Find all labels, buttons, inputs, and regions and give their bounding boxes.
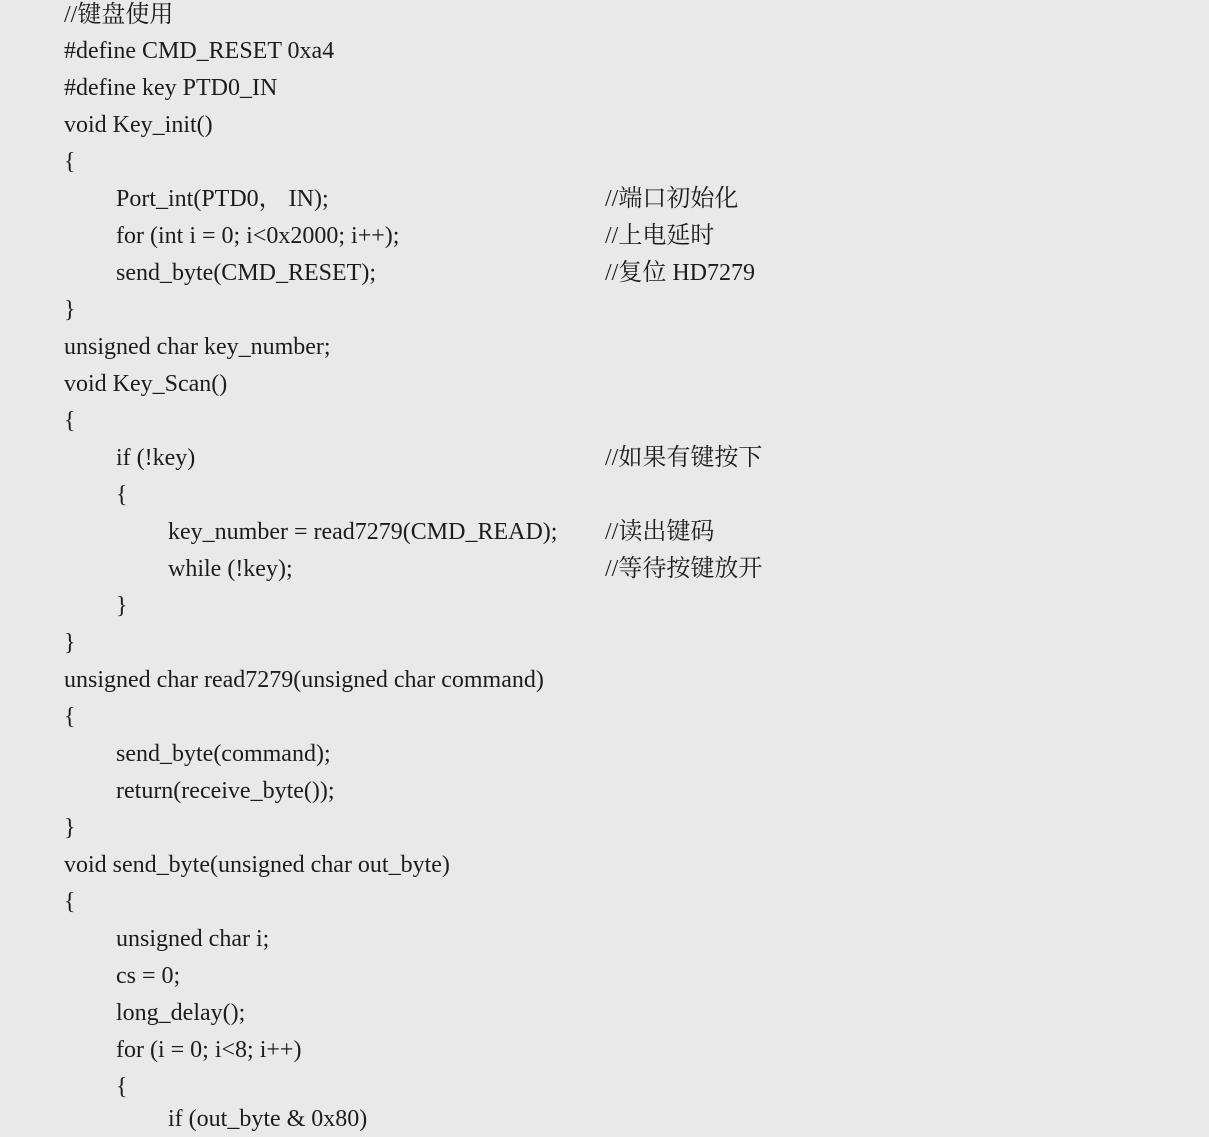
code-text: return(receive_byte()); bbox=[116, 778, 335, 804]
code-text: void Key_init() bbox=[64, 112, 213, 138]
code-text: if (out_byte & 0x80) bbox=[168, 1106, 368, 1132]
code-text: #define CMD_RESET 0xa4 bbox=[64, 38, 335, 64]
code-comment: //复位 HD7279 bbox=[605, 260, 755, 286]
code-text: } bbox=[116, 593, 128, 619]
code-text: { bbox=[64, 704, 76, 730]
code-text: cs = 0; bbox=[116, 963, 181, 989]
code-text: void send_byte(unsigned char out_byte) bbox=[64, 852, 450, 878]
code-text: //键盘使用 bbox=[64, 2, 174, 28]
code-text: { bbox=[64, 889, 76, 915]
code-text: } bbox=[64, 297, 76, 323]
code-text: unsigned char key_number; bbox=[64, 334, 331, 360]
code-text: if (!key) bbox=[116, 445, 196, 471]
code-text: unsigned char read7279(unsigned char command) bbox=[64, 667, 544, 693]
code-comment: //上电延时 bbox=[605, 223, 715, 249]
code-text: while (!key); bbox=[168, 556, 293, 582]
code-text: { bbox=[64, 149, 76, 175]
code-comment: //如果有键按下 bbox=[605, 445, 763, 471]
code-text: } bbox=[64, 630, 76, 656]
code-text: long_delay(); bbox=[116, 1000, 246, 1026]
code-comment: //端口初始化 bbox=[605, 186, 739, 212]
code-text: } bbox=[64, 815, 76, 841]
code-text: { bbox=[64, 408, 76, 434]
code-text: for (i = 0; i<8; i++) bbox=[116, 1037, 302, 1063]
code-text: for (int i = 0; i<0x2000; i++); bbox=[116, 223, 400, 249]
code-text: send_byte(CMD_RESET); bbox=[116, 260, 376, 286]
code-text: { bbox=[116, 482, 128, 508]
code-text: Port_int(PTD0， IN); bbox=[116, 186, 329, 212]
code-text: key_number = read7279(CMD_READ); bbox=[168, 519, 558, 545]
code-text: #define key PTD0_IN bbox=[64, 75, 278, 101]
code-text: send_byte(command); bbox=[116, 741, 331, 767]
code-comment: //读出键码 bbox=[605, 519, 715, 545]
code-text: unsigned char i; bbox=[116, 926, 270, 952]
code-text: { bbox=[116, 1074, 128, 1100]
code-text: void Key_Scan() bbox=[64, 371, 228, 397]
code-comment: //等待按键放开 bbox=[605, 556, 763, 582]
